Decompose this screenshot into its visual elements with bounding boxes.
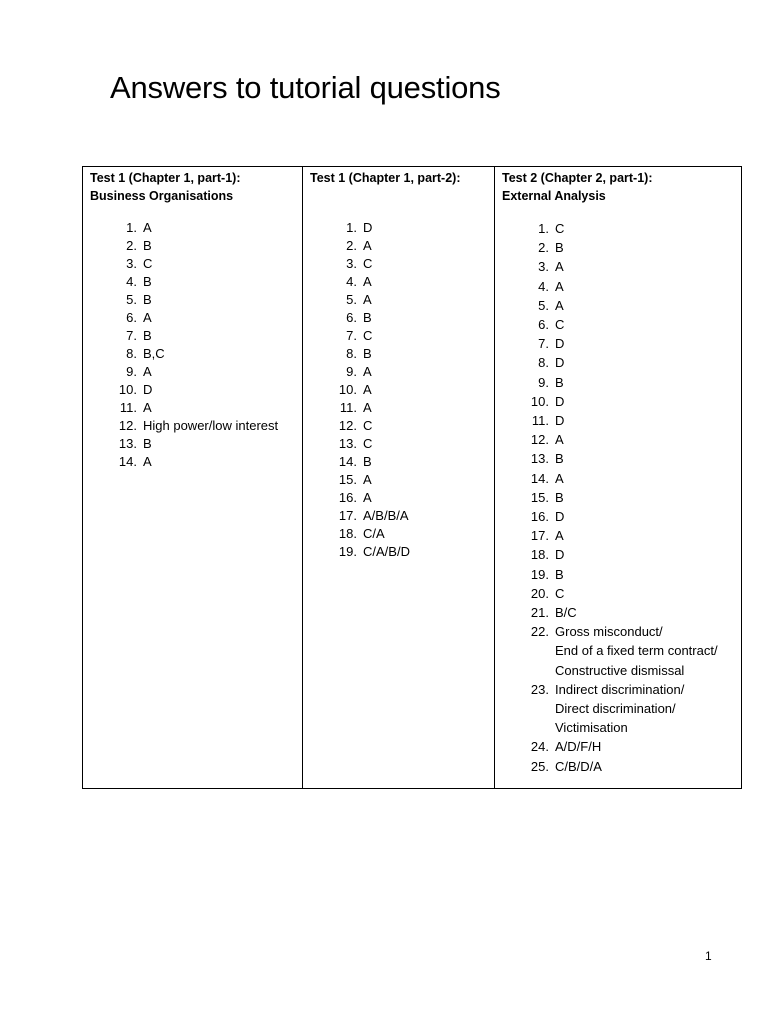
- answer-line: A: [143, 364, 152, 379]
- answer-line: A: [143, 310, 152, 325]
- answer-line: D: [363, 220, 373, 235]
- answer-line: Direct discrimination/: [555, 701, 676, 717]
- column-heading-line: Business Organisations: [90, 189, 234, 203]
- answer-line: Victimisation: [555, 720, 628, 736]
- answer-text: [143, 255, 296, 273]
- answer-line: A: [363, 274, 372, 289]
- answer-text: [555, 238, 735, 257]
- page-title: Answers to tutorial questions: [110, 70, 501, 105]
- answer-text: [143, 237, 296, 255]
- list-item: [90, 381, 296, 399]
- answer-text: [363, 345, 488, 363]
- answer-text: [143, 453, 296, 471]
- answer-text: [555, 257, 735, 276]
- answer-line: B: [555, 566, 564, 582]
- list-item: [502, 469, 735, 488]
- list-item: [310, 489, 488, 507]
- list-item: [310, 543, 488, 561]
- answer-text: [363, 219, 488, 237]
- list-item: [502, 680, 735, 738]
- list-item: [502, 545, 735, 564]
- answer-number: 17.: [338, 508, 357, 523]
- list-item: [90, 291, 296, 309]
- answer-line: B: [555, 489, 564, 505]
- answer-text: [555, 430, 735, 449]
- answer-text: [363, 525, 488, 543]
- list-item: [90, 453, 296, 471]
- list-item: [90, 327, 296, 345]
- answer-number: 3.: [538, 259, 549, 275]
- list-item: [90, 273, 296, 291]
- answer-number: 2.: [346, 238, 357, 253]
- answer-number: 9.: [538, 374, 549, 390]
- list-item: [310, 453, 488, 471]
- answer-number: 3.: [346, 256, 357, 271]
- answer-text: [143, 435, 296, 453]
- answer-number: 7.: [538, 336, 549, 352]
- list-item: [502, 257, 735, 276]
- answer-line: C: [363, 256, 373, 271]
- column-heading: [90, 169, 296, 205]
- answer-text: [555, 603, 735, 622]
- answer-number: 1.: [126, 220, 137, 235]
- answer-text: [555, 507, 735, 526]
- answer-number: 20.: [530, 585, 549, 601]
- answer-number: 4.: [346, 274, 357, 289]
- answer-text: [143, 417, 296, 435]
- list-item: [310, 471, 488, 489]
- answer-number: 23.: [530, 681, 549, 697]
- answer-number: 11.: [531, 413, 549, 429]
- answer-number: 11.: [339, 400, 357, 415]
- list-item: [502, 622, 735, 680]
- answer-line: C: [555, 585, 565, 601]
- list-item: [310, 399, 488, 417]
- list-item: [502, 565, 735, 584]
- answer-line: D: [143, 382, 153, 397]
- answer-number: 9.: [346, 364, 357, 379]
- answer-line: A: [555, 259, 564, 275]
- list-item: [90, 417, 296, 435]
- list-item: [502, 526, 735, 545]
- answer-list: [502, 219, 735, 776]
- list-item: [310, 291, 488, 309]
- list-item: [502, 315, 735, 334]
- answer-line: A: [555, 528, 564, 544]
- answer-number: 16.: [338, 490, 357, 505]
- answer-text: [363, 363, 488, 381]
- list-item: [90, 309, 296, 327]
- answer-text: [555, 353, 735, 372]
- column-heading-line: Test 2 (Chapter 2, part-1):: [502, 171, 653, 185]
- answer-line: B: [555, 240, 564, 256]
- answer-text: [143, 345, 296, 363]
- column-heading: [502, 169, 735, 205]
- list-item: [90, 255, 296, 273]
- list-item: [502, 737, 735, 756]
- column-test1-part2: [303, 167, 495, 789]
- column-heading-line: External Analysis: [502, 189, 606, 203]
- answer-line: A: [555, 278, 564, 294]
- list-item: [90, 345, 296, 363]
- answer-list: [310, 219, 488, 561]
- list-item: [310, 309, 488, 327]
- column-test2-part1: [495, 167, 742, 789]
- answer-line: A: [143, 454, 152, 469]
- answer-text: [555, 334, 735, 353]
- answer-text: [555, 737, 735, 756]
- answer-number: 6.: [538, 317, 549, 333]
- answer-number: 6.: [346, 310, 357, 325]
- list-item: [90, 219, 296, 237]
- list-item: [502, 430, 735, 449]
- answer-number: 12.: [118, 418, 137, 433]
- column-heading-line: Test 1 (Chapter 1, part-1):: [90, 171, 241, 185]
- answer-line: B,C: [143, 346, 165, 361]
- answer-text: [363, 417, 488, 435]
- list-item: [310, 417, 488, 435]
- answer-number: 14.: [338, 454, 357, 469]
- answer-number: 14.: [118, 454, 137, 469]
- answer-line: Constructive dismissal: [555, 662, 685, 678]
- answer-line: C: [143, 256, 153, 271]
- page-number: 1: [705, 949, 712, 963]
- answer-number: 10.: [118, 382, 137, 397]
- answer-number: 24.: [530, 739, 549, 755]
- answer-line: C: [363, 436, 373, 451]
- answer-line: B: [363, 346, 372, 361]
- answer-line: D: [555, 355, 565, 371]
- answer-line: A/B/B/A: [363, 508, 409, 523]
- answer-line: B: [143, 238, 152, 253]
- answer-text: [555, 565, 735, 584]
- answer-line: A/D/F/H: [555, 739, 602, 755]
- list-item: [310, 363, 488, 381]
- answer-line: C/B/D/A: [555, 758, 602, 774]
- answer-line: A: [363, 490, 372, 505]
- answer-line: D: [555, 336, 565, 352]
- answer-number: 5.: [346, 292, 357, 307]
- list-item: [502, 353, 735, 372]
- answer-line: A: [363, 400, 372, 415]
- list-item: [502, 507, 735, 526]
- answer-text: [555, 296, 735, 315]
- answer-number: 1.: [538, 221, 549, 236]
- answer-number: 21.: [530, 605, 549, 621]
- answer-line: B: [143, 436, 152, 451]
- list-item: [502, 334, 735, 353]
- answer-text: [143, 327, 296, 345]
- answer-line: B: [143, 328, 152, 343]
- answer-line: B: [143, 274, 152, 289]
- answer-line: C/A/B/D: [363, 544, 410, 559]
- list-item: [502, 603, 735, 622]
- list-item: [502, 584, 735, 603]
- answer-text: [555, 488, 735, 507]
- list-item: [502, 219, 735, 238]
- answer-line: Gross misconduct/: [555, 624, 663, 640]
- column-test1-part1: [83, 167, 303, 789]
- answer-text: [555, 315, 735, 334]
- list-item: [502, 488, 735, 507]
- answer-text: [363, 273, 488, 291]
- answer-number: 8.: [538, 355, 549, 371]
- answer-number: 18.: [338, 526, 357, 541]
- list-item: [310, 345, 488, 363]
- list-item: [310, 273, 488, 291]
- answer-line: A: [363, 292, 372, 307]
- list-item: [310, 327, 488, 345]
- answer-text: [363, 291, 488, 309]
- answer-text: [555, 584, 735, 603]
- list-item: [310, 255, 488, 273]
- answer-line: D: [555, 413, 565, 429]
- answer-line: B: [143, 292, 152, 307]
- list-item: [90, 237, 296, 255]
- answer-number: 9.: [126, 364, 137, 379]
- answer-line: D: [555, 547, 565, 563]
- answer-number: 25.: [530, 758, 549, 774]
- list-item: [310, 435, 488, 453]
- column-heading-line: Test 1 (Chapter 1, part-2):: [310, 171, 461, 185]
- list-item: [310, 525, 488, 543]
- answer-line: A: [363, 364, 372, 379]
- list-item: [310, 381, 488, 399]
- answer-line: C: [555, 221, 565, 236]
- answer-line: A: [555, 470, 564, 486]
- answer-text: [555, 411, 735, 430]
- answer-text: [363, 399, 488, 417]
- answer-number: 2.: [126, 238, 137, 253]
- answer-text: [555, 277, 735, 296]
- answer-text: [555, 373, 735, 392]
- list-item: [502, 373, 735, 392]
- answer-text: [363, 453, 488, 471]
- answer-text: [363, 327, 488, 345]
- answer-line: End of a fixed term contract/: [555, 643, 718, 659]
- answer-text: [363, 309, 488, 327]
- answer-text: [555, 680, 735, 738]
- answer-number: 15.: [530, 489, 549, 505]
- list-item: [90, 363, 296, 381]
- answer-line: A: [143, 220, 152, 235]
- answer-number: 1.: [346, 220, 357, 235]
- answer-number: 10.: [530, 393, 549, 409]
- answer-number: 22.: [530, 624, 549, 640]
- answer-text: [143, 309, 296, 327]
- answer-line: A: [363, 238, 372, 253]
- answer-number: 15.: [338, 472, 357, 487]
- column-heading: [310, 169, 488, 205]
- list-item: [90, 435, 296, 453]
- answer-line: B: [555, 451, 564, 467]
- answer-number: 5.: [126, 292, 137, 307]
- answer-text: [143, 399, 296, 417]
- answer-text: [555, 757, 735, 776]
- answer-line: C/A: [363, 526, 385, 541]
- answer-text: [363, 543, 488, 561]
- answer-number: 14.: [530, 470, 549, 486]
- answer-text: [143, 219, 296, 237]
- answer-line: D: [555, 509, 565, 525]
- answer-number: 8.: [126, 346, 137, 361]
- answer-text: [555, 622, 735, 680]
- answer-line: C: [363, 328, 373, 343]
- answer-list: [90, 219, 296, 471]
- answer-number: 13.: [118, 436, 137, 451]
- answer-line: A: [555, 432, 564, 448]
- answer-number: 12.: [530, 432, 549, 448]
- answer-text: [555, 526, 735, 545]
- answers-table: [82, 166, 742, 789]
- answer-text: [363, 237, 488, 255]
- answer-text: [363, 435, 488, 453]
- answer-text: [143, 363, 296, 381]
- list-item: [502, 449, 735, 468]
- answer-line: A: [363, 472, 372, 487]
- answer-text: [363, 471, 488, 489]
- answer-number: 11.: [119, 400, 137, 415]
- answer-number: 8.: [346, 346, 357, 361]
- list-item: [90, 399, 296, 417]
- answer-text: [363, 255, 488, 273]
- answer-number: 6.: [126, 310, 137, 325]
- answer-text: [555, 392, 735, 411]
- answer-number: 13.: [338, 436, 357, 451]
- answer-number: 10.: [338, 382, 357, 397]
- answer-line: C: [555, 317, 565, 333]
- answer-line: Indirect discrimination/: [555, 681, 685, 697]
- answer-line: B: [555, 374, 564, 390]
- answer-number: 5.: [538, 297, 549, 313]
- answer-text: [143, 381, 296, 399]
- answer-text: [555, 469, 735, 488]
- answer-number: 4.: [126, 274, 137, 289]
- list-item: [502, 238, 735, 257]
- answer-number: 18.: [530, 547, 549, 563]
- list-item: [310, 237, 488, 255]
- answer-line: C: [363, 418, 373, 433]
- answer-number: 19.: [530, 566, 549, 582]
- answer-text: [555, 545, 735, 564]
- answer-number: 13.: [530, 451, 549, 467]
- list-item: [502, 277, 735, 296]
- answer-number: 7.: [126, 328, 137, 343]
- answer-line: A: [363, 382, 372, 397]
- list-item: [502, 392, 735, 411]
- answer-line: High power/low interest: [143, 418, 279, 433]
- list-item: [502, 757, 735, 776]
- answer-text: [143, 273, 296, 291]
- answer-line: D: [555, 393, 565, 409]
- answer-line: B: [363, 310, 372, 325]
- answer-line: B: [363, 454, 372, 469]
- list-item: [310, 507, 488, 525]
- answer-text: [143, 291, 296, 309]
- table-row: [83, 167, 742, 789]
- answer-number: 12.: [338, 418, 357, 433]
- list-item: [502, 296, 735, 315]
- answer-text: [363, 489, 488, 507]
- answer-line: B/C: [555, 605, 577, 621]
- list-item: [310, 219, 488, 237]
- answer-number: 7.: [346, 328, 357, 343]
- answer-text: [363, 507, 488, 525]
- answer-number: 19.: [338, 544, 357, 559]
- answer-number: 3.: [126, 256, 137, 271]
- answer-text: [363, 381, 488, 399]
- answer-line: A: [143, 400, 152, 415]
- answer-text: [555, 449, 735, 468]
- answer-number: 4.: [538, 278, 549, 294]
- answer-line: A: [555, 297, 564, 313]
- list-item: [502, 411, 735, 430]
- answer-text: [555, 219, 735, 238]
- answer-number: 2.: [538, 240, 549, 256]
- answer-number: 17.: [530, 528, 549, 544]
- answer-number: 16.: [530, 509, 549, 525]
